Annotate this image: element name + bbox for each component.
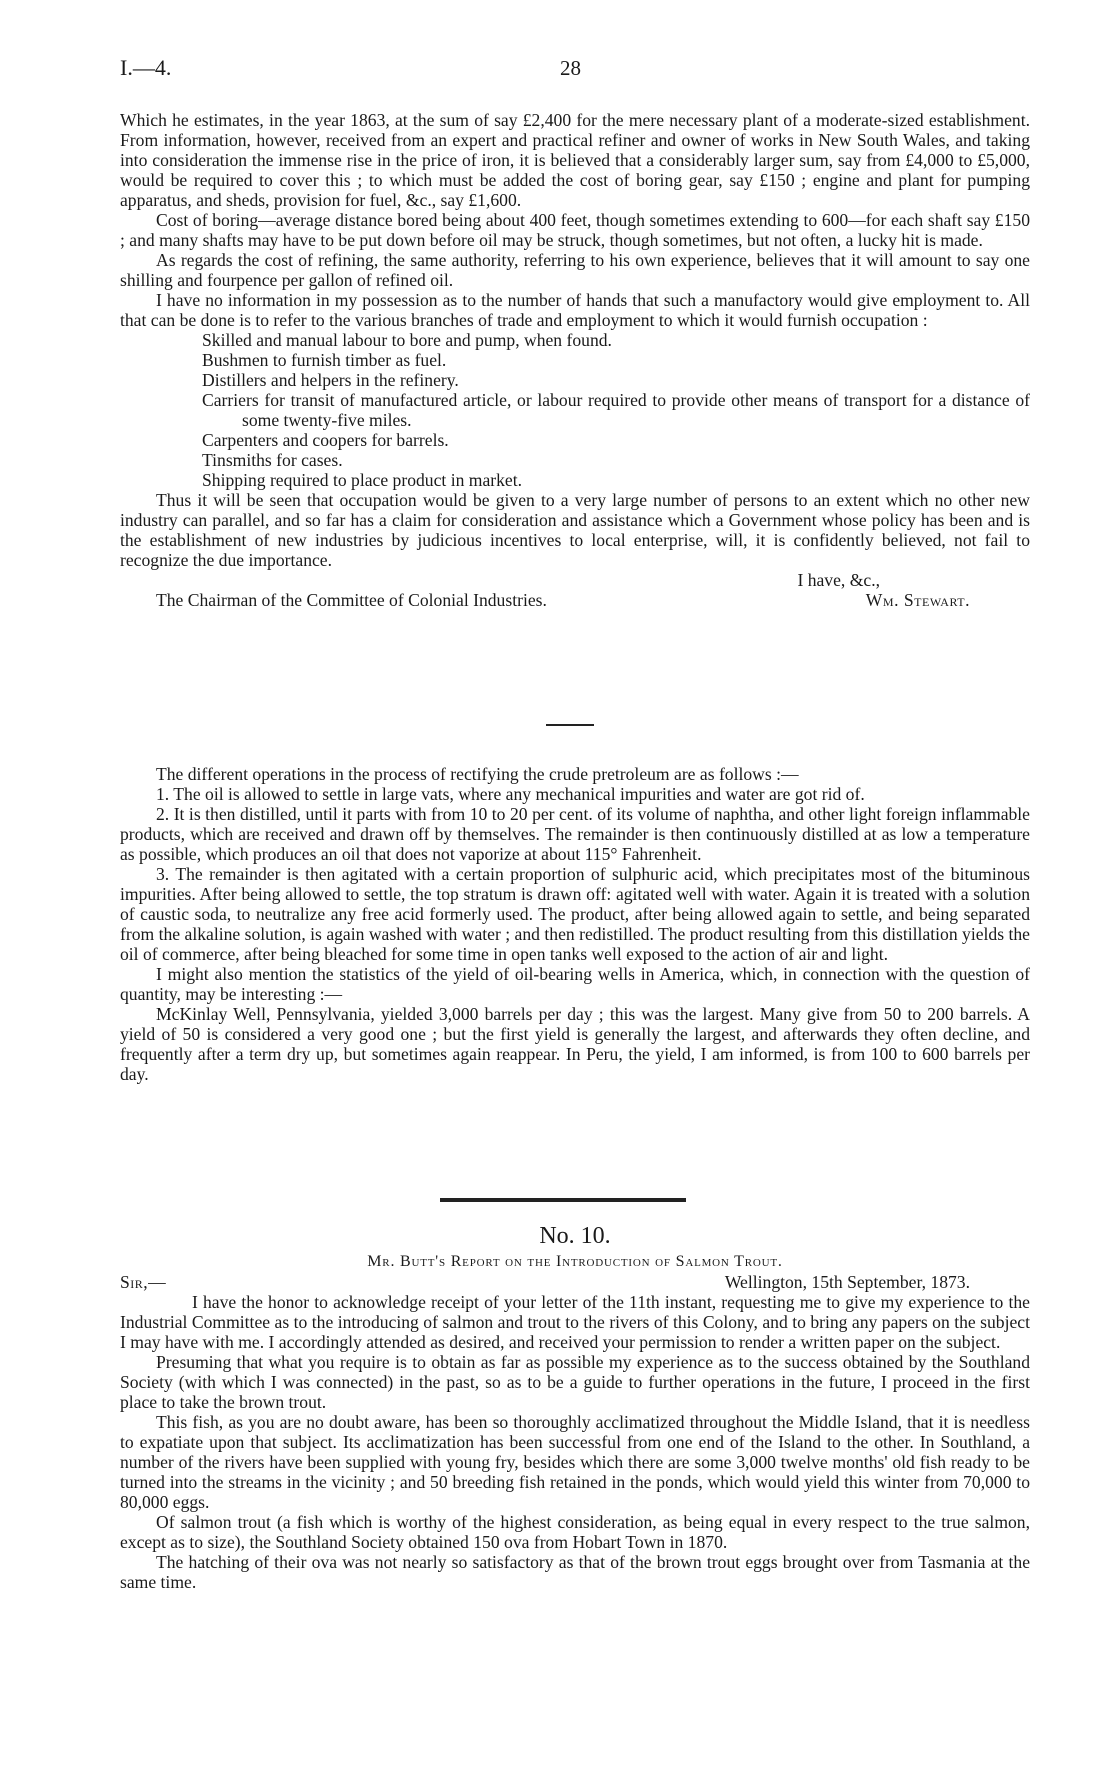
occupation-list [202,330,1030,490]
addressee: The Chairman of the Committee of Colonial Industries. [156,590,547,610]
paragraph: As regards the cost of refining, the same authority, referring to his own experience, believes that it will amount to say one shilling and fourpence per gallon of refined oil. [120,250,1030,290]
list-item: Carriers for transit of manufactured article, or labour required to provide other means of transport for a distance of some twenty-five miles. [202,390,1030,430]
document-reference: I.—4. [120,55,172,80]
report-number: No. 10. [539,1223,611,1249]
paragraph: Cost of boring—average distance bored being about 400 feet, though sometimes extending to 600—for each shaft say £150 ; and many shafts may have to be put down before oil may be struck, though sometimes, but not often, a lucky hit is made. [120,210,1030,250]
paragraph: Presuming that what you require is to obtain as far as possible my experience as to the success obtained by the Southland Society (with which I was connected) in the past, so as to be a guide to further operations in the future, I proceed in the first place to take the brown trout. [120,1352,1030,1412]
list-item: Shipping required to place product in market. [202,470,523,490]
paragraph: This fish, as you are no doubt aware, has been so thoroughly acclimatized throughout the Middle Island, that it is needless to expatiate upon that subject. Its acclimatization has been successful from one end of the Island to the other. In Southland, a number of the rivers have been supplied with young fry, besides which there are some 3,000 twelve months' old fish ready to be turned into the streams in the vicinity ; and 50 breeding fish retained in the ponds, which would yield this winter from 70,000 to 80,000 eggs. [120,1412,1030,1512]
paragraph: Of salmon trout (a fish which is worthy of the highest consideration, as being equal in every respect to the true salmon, except as to size), the Southland Society obtained 150 ova from Hobart Town in 1870. [120,1512,1030,1552]
paragraph: 1. The oil is allowed to settle in large vats, where any mechanical impurities and water are got rid of. [156,784,865,804]
section-divider [546,724,594,726]
paragraph: Thus it will be seen that occupation would be given to a very large number of persons to an extent which no other new industry can parallel, and so far has a claim for consideration and assistance which a Government whose policy has been and is the establishment of new industries by judicious incentives to local enterprise, will, it is confidently believed, not fail to recognize the due importance. [120,490,1030,570]
paragraph: The hatching of their ova was not nearly so satisfactory as that of the brown trout eggs brought over from Tasmania at the same time. [120,1552,1030,1592]
paragraph: 3. The remainder is then agitated with a certain proportion of sulphuric acid, which precipitates most of the bituminous impurities. After being allowed to settle, the top stratum is drawn off: agitated well with water. Again it is treated with a solution of caustic soda, to neutralize any free acid formerly used. The product, after being allowed again to settle, and being separated from the alkaline solution, is again washed with water ; and then redistilled. The product resulting from this distillation yields the oil of commerce, after being bleached for some time in open tanks well exposed to the action of air and light. [120,864,1030,964]
signature: Wm. Stewart. [865,590,970,610]
process-section [120,764,1030,1084]
salutation: Sir,— [120,1272,167,1292]
salutation-line [120,1272,1030,1292]
paragraph: Which he estimates, in the year 1863, at the sum of say £2,400 for the mere necessary plant of a moderate-sized establishment. From information, however, received from an expert and practical refiner and owner of works in New South Wales, and taking into consideration the immense rise in the price of iron, it is believed that a considerably larger sum, say from £4,000 to £5,000, would be required to cover this ; to which must be added the cost of boring gear, say £150 ; engine and plant for pumping apparatus, and sheds, provision for fuel, &c., say £1,600. [120,110,1030,210]
paragraph: I have no information in my possession as to the number of hands that such a manufactory would give employment to. All that can be done is to refer to the various branches of trade and employment to which it would furnish occupation : [120,290,1030,330]
report-section [120,1223,1030,1592]
section-divider-thick [440,1198,686,1202]
paragraph: I might also mention the statistics of the yield of oil-bearing wells in America, which, in connection with the question of quantity, may be interesting :— [120,964,1030,1004]
paragraph: 2. It is then distilled, until it parts with from 10 to 20 per cent. of its volume of naphtha, and other light foreign inflammable products, which are received and drawn off by themselves. The remainder is then continuously distilled at as low a temperature as possible, which produces an oil that does not vaporize at about 115° Fahrenheit. [120,804,1030,864]
letter-section [120,110,1030,610]
list-item: Bushmen to furnish timber as fuel. [202,350,447,370]
list-item: Carpenters and coopers for barrels. [202,430,449,450]
list-item: Skilled and manual labour to bore and pump, when found. [202,330,612,350]
paragraph: McKinlay Well, Pennsylvania, yielded 3,000 barrels per day ; this was the largest. Many give from 50 to 200 barrels. A yield of 50 is considered a very good one ; but the first yield is generally the largest, and afterwards they often decline, and frequently after a term dry up, but sometimes again reappear. In Peru, the yield, I am informed, is from 100 to 600 barrels per day. [120,1004,1030,1084]
list-item: Tinsmiths for cases. [202,450,343,470]
page-number: 28 [560,56,581,80]
place-date: Wellington, 15th September, 1873. [724,1272,970,1292]
signature-line [120,590,1030,610]
paragraph: I have the honor to acknowledge receipt of your letter of the 11th instant, requesting me to give my experience to the Industrial Committee as to the introducing of salmon and trout to the rivers of this Colony, and to bring any papers on the subject I may have with me. I accordingly attended as desired, and received your permission to render a written paper on the subject. [120,1292,1030,1352]
list-item: Distillers and helpers in the refinery. [202,370,459,390]
report-title: Mr. Butt's Report on the Introduction of Salmon Trout. [367,1253,783,1270]
paragraph: The different operations in the process of rectifying the crude pretroleum are as follows :— [156,764,799,784]
closing: I have, &c., [797,570,880,590]
